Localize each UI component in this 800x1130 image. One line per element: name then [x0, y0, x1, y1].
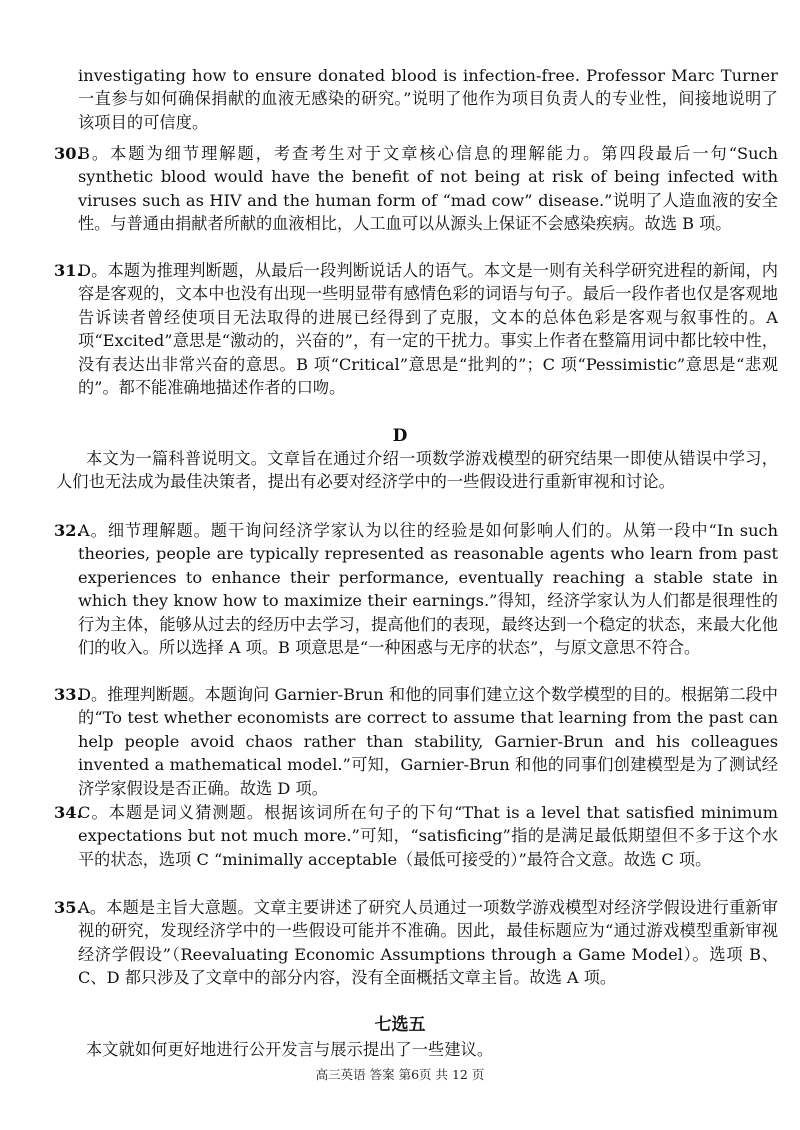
answer-number: 34.: [54, 803, 83, 822]
section-d-heading: D: [392, 426, 408, 446]
section-qixuanwu-intro: 本文就如何更好地进行公开发言与展示提出了一些建议。: [86, 1040, 494, 1059]
answer-number: 35.: [54, 898, 83, 917]
answer-31: [54, 259, 778, 399]
answer-text: D。推理判断题。本题询问 Garnier-Brun 和他的同事们建立这个数学模型的目的。根据第二段中的“To test whether economists are correct to assume that learning from the past can help people avoid chaos rather than stability, Garnier-Brun and his colleagues invented a mathematical model.”可知，Garnier-Brun 和他的同事们创建模型是为了测试经济学家假设是否正确。故选 D 项。: [78, 685, 778, 798]
answer-number: 32.: [54, 521, 83, 540]
answer-35: [54, 896, 778, 990]
answer-text: D。本题为推理判断题，从最后一段判断说话人的语气。本文是一则有关科学研究进程的新闻，内容是客观的，文本中也没有出现一些明显带有感情色彩的词语与句子。最后一段作者也仅是客观地告诉读者曾经使项目无法取得的进展已经得到了克服，文本的总体色彩是客观与叙事性的。A 项“Excited”意思是“激动的，兴奋的”，有一定的干扰力。事实上作者在整篇用词中都比较中性，没有表达出非常兴奋的意思。B 项“Critical”意思是“批判的”；C 项“Pessimistic”意思是“悲观的”。都不能准确地描述作者的口吻。: [78, 261, 778, 398]
answer-34: [54, 801, 778, 871]
answer-number: 33.: [54, 685, 83, 704]
section-d-intro: 本文为一篇科普说明文。文章旨在通过介绍一项数学游戏模型的研究结果一即使从错误中学习，人们也无法成为最佳决策者，提出有必要对经济学中的一些假设进行重新审视和讨论。: [56, 449, 778, 492]
answer-text: A。细节理解题。题干询问经济学家认为以往的经验是如何影响人们的。从第一段中“In such theories, people are typically represented as reasonable agents who learn from past experiences to enhance their performance, eventually reaching a stable state in which they know how to maximize their earnings.”得知，经济学家认为人们都是很理性的行为主体，能够从过去的经历中去学习，提高他们的表现，最终达到一个稳定的状态，来最大化他们的收入。所以选择 A 项。B 项意思是“一种困惑与无序的状态”，与原文意思不符合。: [78, 521, 778, 658]
answer-33: [54, 683, 778, 800]
intro-continuation: investigating how to ensure donated blood is infection-free. Professor Marc Turner 一直参与如何确保捐献的血液无感染的研究。”说明了他作为项目负责人的专业性，间接地说明了该项目的可信度。: [78, 66, 778, 132]
answer-text: C。本题是词义猜测题。根据该词所在句子的下句“That is a level that satisfied minimum expectations but not much more.”可知，“satisficing”指的是满足最低期望但不多于这个水平的状态，选项 C “minimally acceptable（最低可接受的）”最符合文意。故选 C 项。: [78, 803, 778, 869]
section-qixuanwu-heading: 七选五: [374, 1015, 426, 1035]
answer-number: 30.: [54, 144, 83, 163]
answer-number: 31.: [54, 261, 83, 280]
answer-text: A。本题是主旨大意题。文章主要讲述了研究人员通过一项数学游戏模型对经济学假设进行重新审视的研究，发现经济学中的一些假设可能并不准确。因此，最佳标题应为“通过游戏模型重新审视经济学假设”（Reevaluating Economic Assumptions through a Game Model）。选项 B、C、D 都只涉及了文章中的部分内容，没有全面概括文章主旨。故选 A 项。: [78, 898, 778, 988]
answer-32: [54, 519, 778, 659]
page-footer: 高三英语 答案 第6页 共 12 页: [315, 1067, 485, 1082]
answer-30: [54, 142, 778, 236]
answer-text: B。本题为细节理解题，考查考生对于文章核心信息的理解能力。第四段最后一句“Such synthetic blood would have the benefit of not being at risk of being infected with viruses such as HIV and the human form of “mad cow” disease.”说明了人造血液的安全性。与普通由捐献者所献的血液相比，人工血可以从源头上保证不会感染疾病。故选 B 项。: [78, 144, 778, 234]
